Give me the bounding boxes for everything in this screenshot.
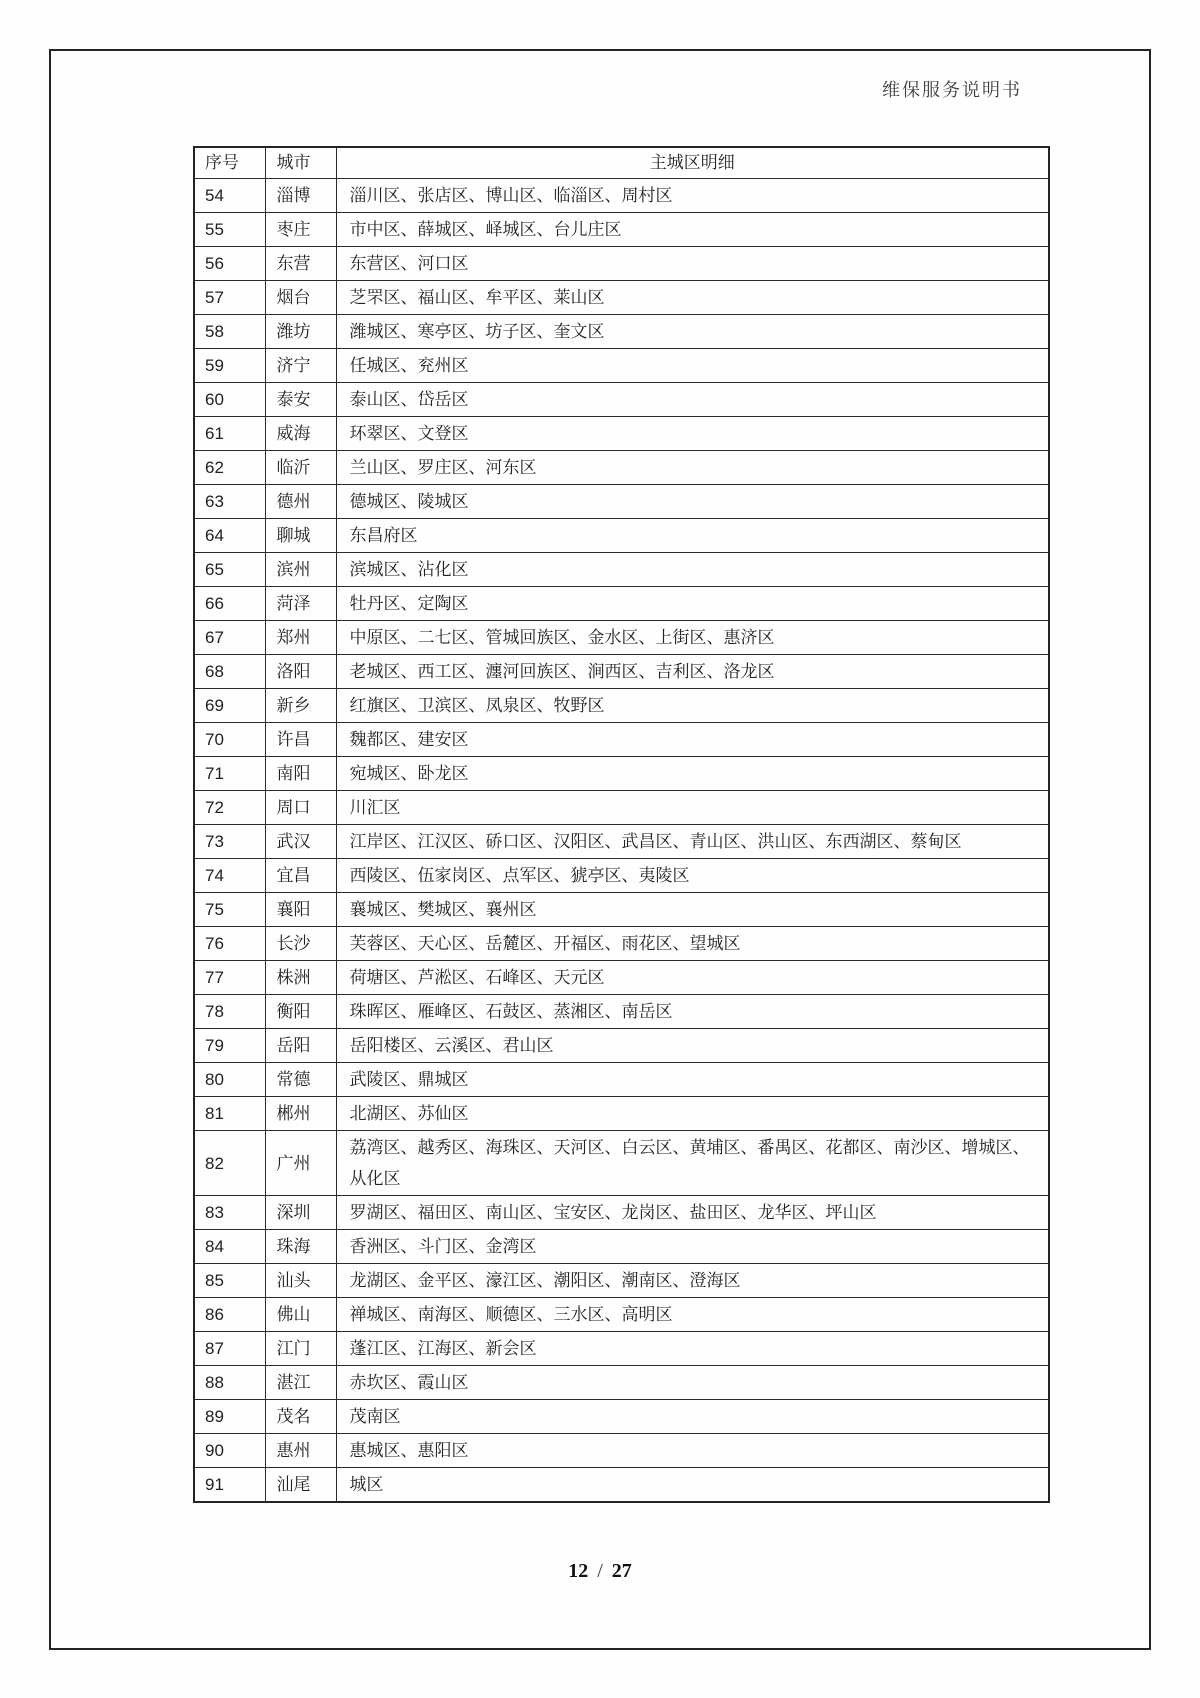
table-row	[194, 655, 1049, 689]
cell-city: 茂名	[265, 1400, 336, 1434]
table-row	[194, 485, 1049, 519]
cell-city: 江门	[265, 1332, 336, 1366]
cell-no: 55	[194, 213, 265, 247]
table-row	[194, 1298, 1049, 1332]
cell-no: 72	[194, 791, 265, 825]
cell-no: 70	[194, 723, 265, 757]
cell-no: 59	[194, 349, 265, 383]
table-body	[194, 179, 1049, 1503]
cell-no: 86	[194, 1298, 265, 1332]
table-row	[194, 451, 1049, 485]
cell-districts: 荔湾区、越秀区、海珠区、天河区、白云区、黄埔区、番禺区、花都区、南沙区、增城区、从化区	[336, 1131, 1049, 1196]
cell-districts: 赤坎区、霞山区	[336, 1366, 1049, 1400]
cell-no: 75	[194, 893, 265, 927]
cell-no: 67	[194, 621, 265, 655]
cell-city: 临沂	[265, 451, 336, 485]
table-row	[194, 587, 1049, 621]
cell-city: 珠海	[265, 1230, 336, 1264]
cell-no: 60	[194, 383, 265, 417]
cell-districts: 北湖区、苏仙区	[336, 1097, 1049, 1131]
table-row	[194, 179, 1049, 213]
cell-city: 周口	[265, 791, 336, 825]
cell-city: 深圳	[265, 1196, 336, 1230]
table-row	[194, 961, 1049, 995]
cell-no: 85	[194, 1264, 265, 1298]
cell-city: 衡阳	[265, 995, 336, 1029]
cell-city: 常德	[265, 1063, 336, 1097]
cell-city: 东营	[265, 247, 336, 281]
cell-no: 63	[194, 485, 265, 519]
column-header-no: 序号	[194, 147, 265, 179]
cell-city: 郑州	[265, 621, 336, 655]
cell-no: 79	[194, 1029, 265, 1063]
table-row	[194, 791, 1049, 825]
cell-city: 威海	[265, 417, 336, 451]
table-row	[194, 621, 1049, 655]
table-row	[194, 349, 1049, 383]
cell-no: 89	[194, 1400, 265, 1434]
cell-no: 65	[194, 553, 265, 587]
cell-districts: 牡丹区、定陶区	[336, 587, 1049, 621]
cell-districts: 罗湖区、福田区、南山区、宝安区、龙岗区、盐田区、龙华区、坪山区	[336, 1196, 1049, 1230]
cell-no: 87	[194, 1332, 265, 1366]
cell-city: 汕尾	[265, 1468, 336, 1503]
cell-no: 64	[194, 519, 265, 553]
cell-city: 襄阳	[265, 893, 336, 927]
cell-city: 枣庄	[265, 213, 336, 247]
table-row	[194, 689, 1049, 723]
cell-districts: 滨城区、沾化区	[336, 553, 1049, 587]
cell-city: 南阳	[265, 757, 336, 791]
cell-city: 洛阳	[265, 655, 336, 689]
cell-city: 惠州	[265, 1434, 336, 1468]
table-row	[194, 1063, 1049, 1097]
cell-no: 73	[194, 825, 265, 859]
cell-no: 83	[194, 1196, 265, 1230]
cell-districts: 芝罘区、福山区、牟平区、莱山区	[336, 281, 1049, 315]
cell-city: 广州	[265, 1131, 336, 1196]
table-row	[194, 1468, 1049, 1503]
cell-no: 81	[194, 1097, 265, 1131]
cell-no: 74	[194, 859, 265, 893]
cell-no: 68	[194, 655, 265, 689]
cell-districts: 惠城区、惠阳区	[336, 1434, 1049, 1468]
cell-districts: 芙蓉区、天心区、岳麓区、开福区、雨花区、望城区	[336, 927, 1049, 961]
cell-districts: 禅城区、南海区、顺德区、三水区、高明区	[336, 1298, 1049, 1332]
table-row	[194, 1230, 1049, 1264]
cell-city: 淄博	[265, 179, 336, 213]
table-row	[194, 893, 1049, 927]
districts-table	[193, 146, 1050, 1503]
cell-city: 宜昌	[265, 859, 336, 893]
column-header-city: 城市	[265, 147, 336, 179]
cell-districts: 西陵区、伍家岗区、点军区、猇亭区、夷陵区	[336, 859, 1049, 893]
table-row	[194, 1366, 1049, 1400]
cell-districts: 襄城区、樊城区、襄州区	[336, 893, 1049, 927]
table-row	[194, 315, 1049, 349]
table-row	[194, 723, 1049, 757]
table-header	[194, 147, 1049, 179]
cell-city: 烟台	[265, 281, 336, 315]
cell-no: 56	[194, 247, 265, 281]
table-header-row	[194, 147, 1049, 179]
cell-districts: 老城区、西工区、瀍河回族区、涧西区、吉利区、洛龙区	[336, 655, 1049, 689]
cell-districts: 红旗区、卫滨区、凤泉区、牧野区	[336, 689, 1049, 723]
table-row	[194, 1029, 1049, 1063]
cell-no: 77	[194, 961, 265, 995]
cell-city: 岳阳	[265, 1029, 336, 1063]
cell-districts: 香洲区、斗门区、金湾区	[336, 1230, 1049, 1264]
table-row	[194, 417, 1049, 451]
cell-no: 91	[194, 1468, 265, 1503]
cell-districts: 武陵区、鼎城区	[336, 1063, 1049, 1097]
table-row	[194, 1400, 1049, 1434]
cell-districts: 淄川区、张店区、博山区、临淄区、周村区	[336, 179, 1049, 213]
cell-city: 郴州	[265, 1097, 336, 1131]
cell-no: 58	[194, 315, 265, 349]
cell-city: 聊城	[265, 519, 336, 553]
table-row	[194, 1434, 1049, 1468]
cell-districts: 茂南区	[336, 1400, 1049, 1434]
cell-city: 新乡	[265, 689, 336, 723]
cell-city: 许昌	[265, 723, 336, 757]
cell-districts: 德城区、陵城区	[336, 485, 1049, 519]
cell-no: 57	[194, 281, 265, 315]
cell-city: 滨州	[265, 553, 336, 587]
cell-no: 66	[194, 587, 265, 621]
table-row	[194, 383, 1049, 417]
cell-districts: 岳阳楼区、云溪区、君山区	[336, 1029, 1049, 1063]
cell-city: 湛江	[265, 1366, 336, 1400]
cell-no: 78	[194, 995, 265, 1029]
cell-districts: 兰山区、罗庄区、河东区	[336, 451, 1049, 485]
cell-districts: 龙湖区、金平区、濠江区、潮阳区、潮南区、澄海区	[336, 1264, 1049, 1298]
cell-city: 株洲	[265, 961, 336, 995]
cell-districts: 江岸区、江汉区、硚口区、汉阳区、武昌区、青山区、洪山区、东西湖区、蔡甸区	[336, 825, 1049, 859]
table-row	[194, 281, 1049, 315]
cell-districts: 荷塘区、芦淞区、石峰区、天元区	[336, 961, 1049, 995]
cell-no: 69	[194, 689, 265, 723]
table-row	[194, 757, 1049, 791]
cell-districts: 城区	[336, 1468, 1049, 1503]
table-row	[194, 1097, 1049, 1131]
column-header-districts: 主城区明细	[336, 147, 1049, 179]
page-number-separator: /	[597, 1560, 603, 1582]
cell-city: 汕头	[265, 1264, 336, 1298]
cell-districts: 环翠区、文登区	[336, 417, 1049, 451]
cell-no: 88	[194, 1366, 265, 1400]
cell-city: 菏泽	[265, 587, 336, 621]
cell-districts: 东营区、河口区	[336, 247, 1049, 281]
table-row	[194, 995, 1049, 1029]
table-row	[194, 553, 1049, 587]
table-row	[194, 825, 1049, 859]
cell-no: 84	[194, 1230, 265, 1264]
cell-city: 长沙	[265, 927, 336, 961]
table-row	[194, 927, 1049, 961]
page-number-total: 27	[611, 1560, 632, 1582]
table-row	[194, 1131, 1049, 1196]
cell-no: 76	[194, 927, 265, 961]
cell-districts: 珠晖区、雁峰区、石鼓区、蒸湘区、南岳区	[336, 995, 1049, 1029]
cell-districts: 川汇区	[336, 791, 1049, 825]
cell-districts: 魏都区、建安区	[336, 723, 1049, 757]
table-row	[194, 213, 1049, 247]
page-number-current: 12	[568, 1560, 589, 1582]
cell-no: 82	[194, 1131, 265, 1196]
cell-city: 潍坊	[265, 315, 336, 349]
table-row	[194, 1332, 1049, 1366]
page-footer	[0, 1560, 1200, 1583]
cell-districts: 蓬江区、江海区、新会区	[336, 1332, 1049, 1366]
cell-districts: 中原区、二七区、管城回族区、金水区、上街区、惠济区	[336, 621, 1049, 655]
cell-no: 90	[194, 1434, 265, 1468]
cell-no: 80	[194, 1063, 265, 1097]
cell-districts: 潍城区、寒亭区、坊子区、奎文区	[336, 315, 1049, 349]
table-row	[194, 247, 1049, 281]
cell-no: 54	[194, 179, 265, 213]
table-row	[194, 519, 1049, 553]
cell-no: 62	[194, 451, 265, 485]
table-row	[194, 1196, 1049, 1230]
cell-no: 71	[194, 757, 265, 791]
cell-city: 济宁	[265, 349, 336, 383]
cell-districts: 东昌府区	[336, 519, 1049, 553]
table-row	[194, 1264, 1049, 1298]
cell-city: 德州	[265, 485, 336, 519]
cell-city: 泰安	[265, 383, 336, 417]
cell-districts: 任城区、兖州区	[336, 349, 1049, 383]
document-header-title: 维保服务说明书	[882, 80, 1022, 100]
table-row	[194, 859, 1049, 893]
cell-districts: 市中区、薛城区、峄城区、台儿庄区	[336, 213, 1049, 247]
cell-city: 佛山	[265, 1298, 336, 1332]
cell-districts: 泰山区、岱岳区	[336, 383, 1049, 417]
cell-districts: 宛城区、卧龙区	[336, 757, 1049, 791]
cell-no: 61	[194, 417, 265, 451]
cell-city: 武汉	[265, 825, 336, 859]
